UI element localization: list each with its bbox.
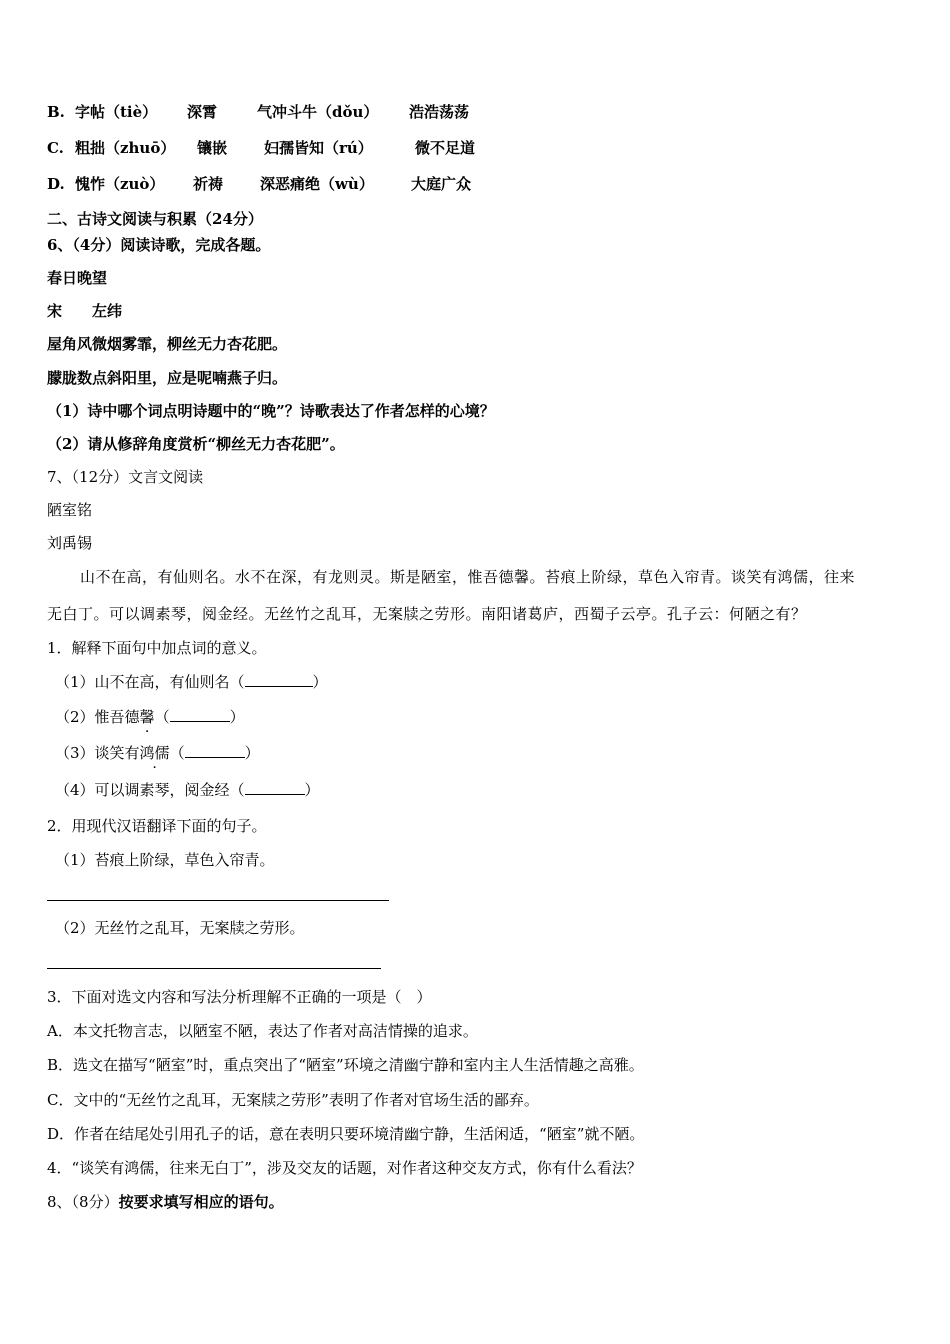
answer-blank[interactable] bbox=[245, 780, 305, 795]
answer-line[interactable] bbox=[47, 900, 389, 901]
q7-4: 4．“谈笑有鸿儒，往来无白丁”，涉及交友的话题，对作者这种交友方式，你有什么看法？ bbox=[47, 1159, 642, 1177]
essay-title: 陋室铭 bbox=[47, 501, 93, 519]
option-d: D. 愧怍（zuò） 祈祷 深恶痛绝（wù） 大庭广众 bbox=[47, 175, 472, 193]
essay-paragraph-2: 无白丁。可以调素琴，阅金经。无丝竹之乱耳，无案牍之劳形。南阳诸葛庐，西蜀子云亭。孔子云：何陋之有？ bbox=[47, 605, 807, 623]
q7-1-c: （3）谈笑有鸿儒（ ） bbox=[55, 744, 260, 762]
q7-3-option-b: B．选文在描写“陋室”时，重点突出了“陋室”环境之清幽宁静和室内主人生活情趣之高雅。 bbox=[47, 1056, 644, 1074]
poem-author: 宋 左纬 bbox=[47, 302, 123, 320]
option-b: B. 字帖（tiè） 深霄 气冲斗牛（dǒu） 浩浩荡荡 bbox=[47, 103, 470, 121]
answer-blank[interactable] bbox=[170, 707, 230, 722]
q7-header: 7、（12分）文言文阅读 bbox=[47, 468, 204, 486]
q7-2-b: （2）无丝竹之乱耳，无案牍之劳形。 bbox=[55, 919, 305, 937]
poem-line-2: 朦胧数点斜阳里，应是呢喃燕子归。 bbox=[47, 369, 288, 387]
q7-2: 2．用现代汉语翻译下面的句子。 bbox=[47, 817, 267, 835]
poem-title: 春日晚望 bbox=[47, 269, 108, 287]
poem-line-1: 屋角风微烟雾霏，柳丝无力杏花肥。 bbox=[47, 335, 288, 353]
q7-3-option-d: D．作者在结尾处引用孔子的话，意在表明只要环境清幽宁静，生活闲适，“陋室”就不陋。 bbox=[47, 1125, 645, 1143]
q7-1-a: （1）山不在高，有仙则名（ ） bbox=[55, 673, 328, 691]
q7-3-option-c: C．文中的“无丝竹之乱耳，无案牍之劳形”表明了作者对官场生活的鄙弃。 bbox=[47, 1091, 539, 1109]
answer-blank[interactable] bbox=[185, 743, 245, 758]
q7-2-a: （1）苔痕上阶绿，草色入帘青。 bbox=[55, 851, 275, 869]
q7-1: 1．解释下面句中加点词的意义。 bbox=[47, 639, 267, 657]
q6-sub-2: （2）请从修辞角度赏析“柳丝无力杏花肥”。 bbox=[47, 435, 345, 453]
q8-header: 8、（8分）按要求填写相应的语句。 bbox=[47, 1193, 284, 1211]
q7-3: 3．下面对选文内容和写法分析理解不正确的一项是（ ） bbox=[47, 988, 432, 1006]
q7-3-option-a: A．本文托物言志，以陋室不陋，表达了作者对高洁情操的追求。 bbox=[47, 1022, 478, 1040]
q7-1-d: （4）可以调素琴，阅金经（ ） bbox=[55, 781, 320, 799]
answer-blank[interactable] bbox=[245, 672, 313, 687]
q6-header: 6、（4分）阅读诗歌，完成各题。 bbox=[47, 236, 271, 254]
section-heading: 二、古诗文阅读与积累（24分） bbox=[47, 210, 263, 228]
answer-line[interactable] bbox=[47, 968, 381, 969]
essay-paragraph-1: 山不在高，有仙则名。水不在深，有龙则灵。斯是陋室，惟吾德馨。苔痕上阶绿，草色入帘青。谈笑有鸿儒，往来 bbox=[80, 568, 856, 586]
q6-sub-1: （1）诗中哪个词点明诗题中的“晚”？诗歌表达了作者怎样的心境？ bbox=[47, 402, 495, 420]
essay-author: 刘禹锡 bbox=[47, 534, 93, 552]
option-c: C. 粗拙（zhuō） 镶嵌 妇孺皆知（rú） 微不足道 bbox=[47, 139, 476, 157]
q7-1-b: （2）惟吾德馨（ ） bbox=[55, 708, 245, 726]
